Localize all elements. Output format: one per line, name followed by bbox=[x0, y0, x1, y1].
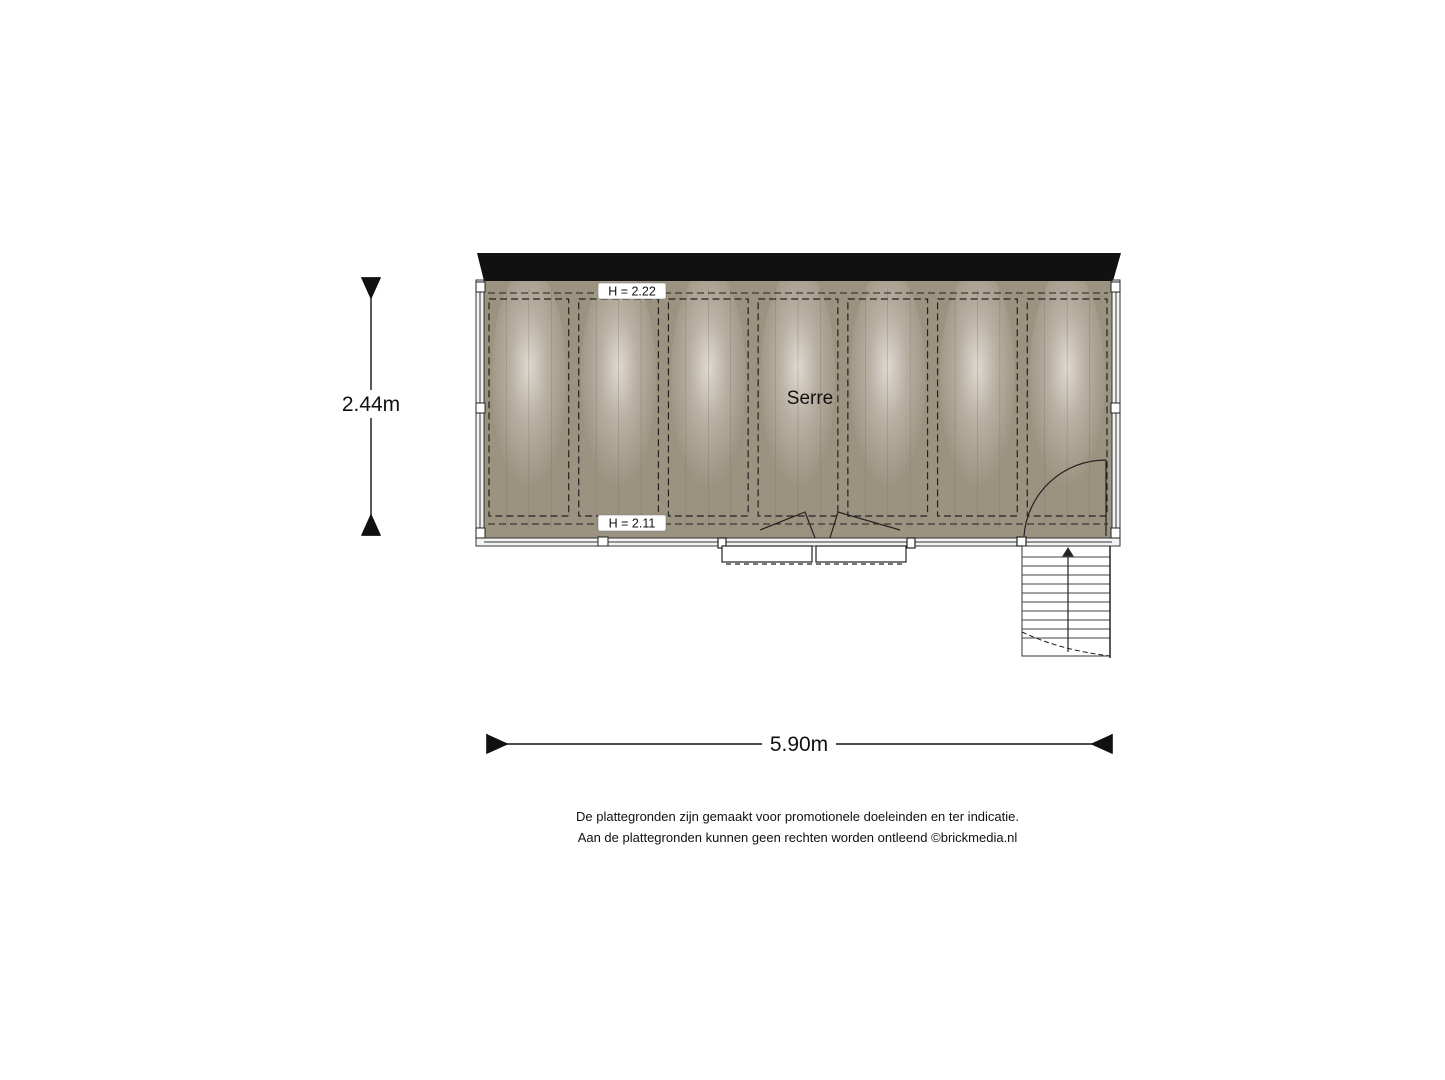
room-label: Serre bbox=[786, 388, 834, 409]
height-label-top bbox=[598, 283, 666, 299]
height-bottom-text: H = 2.11 bbox=[608, 516, 656, 531]
back-wall bbox=[477, 253, 1121, 281]
exterior-stairs bbox=[1022, 546, 1110, 658]
height-top-text: H = 2.22 bbox=[608, 284, 656, 299]
disclaimer bbox=[0, 806, 1445, 848]
disclaimer-line-1: De plattegronden zijn gemaakt voor promotionele doeleinden en ter indicatie. bbox=[575, 809, 1019, 824]
height-label-bottom bbox=[598, 515, 666, 531]
width-dimension-label: 5.90m bbox=[769, 733, 829, 756]
disclaimer-line-2: Aan de plattegronden kunnen geen rechten worden ontleend ©brickmedia.nl bbox=[577, 830, 1018, 845]
height-dimension-label: 2.44m bbox=[341, 393, 401, 416]
